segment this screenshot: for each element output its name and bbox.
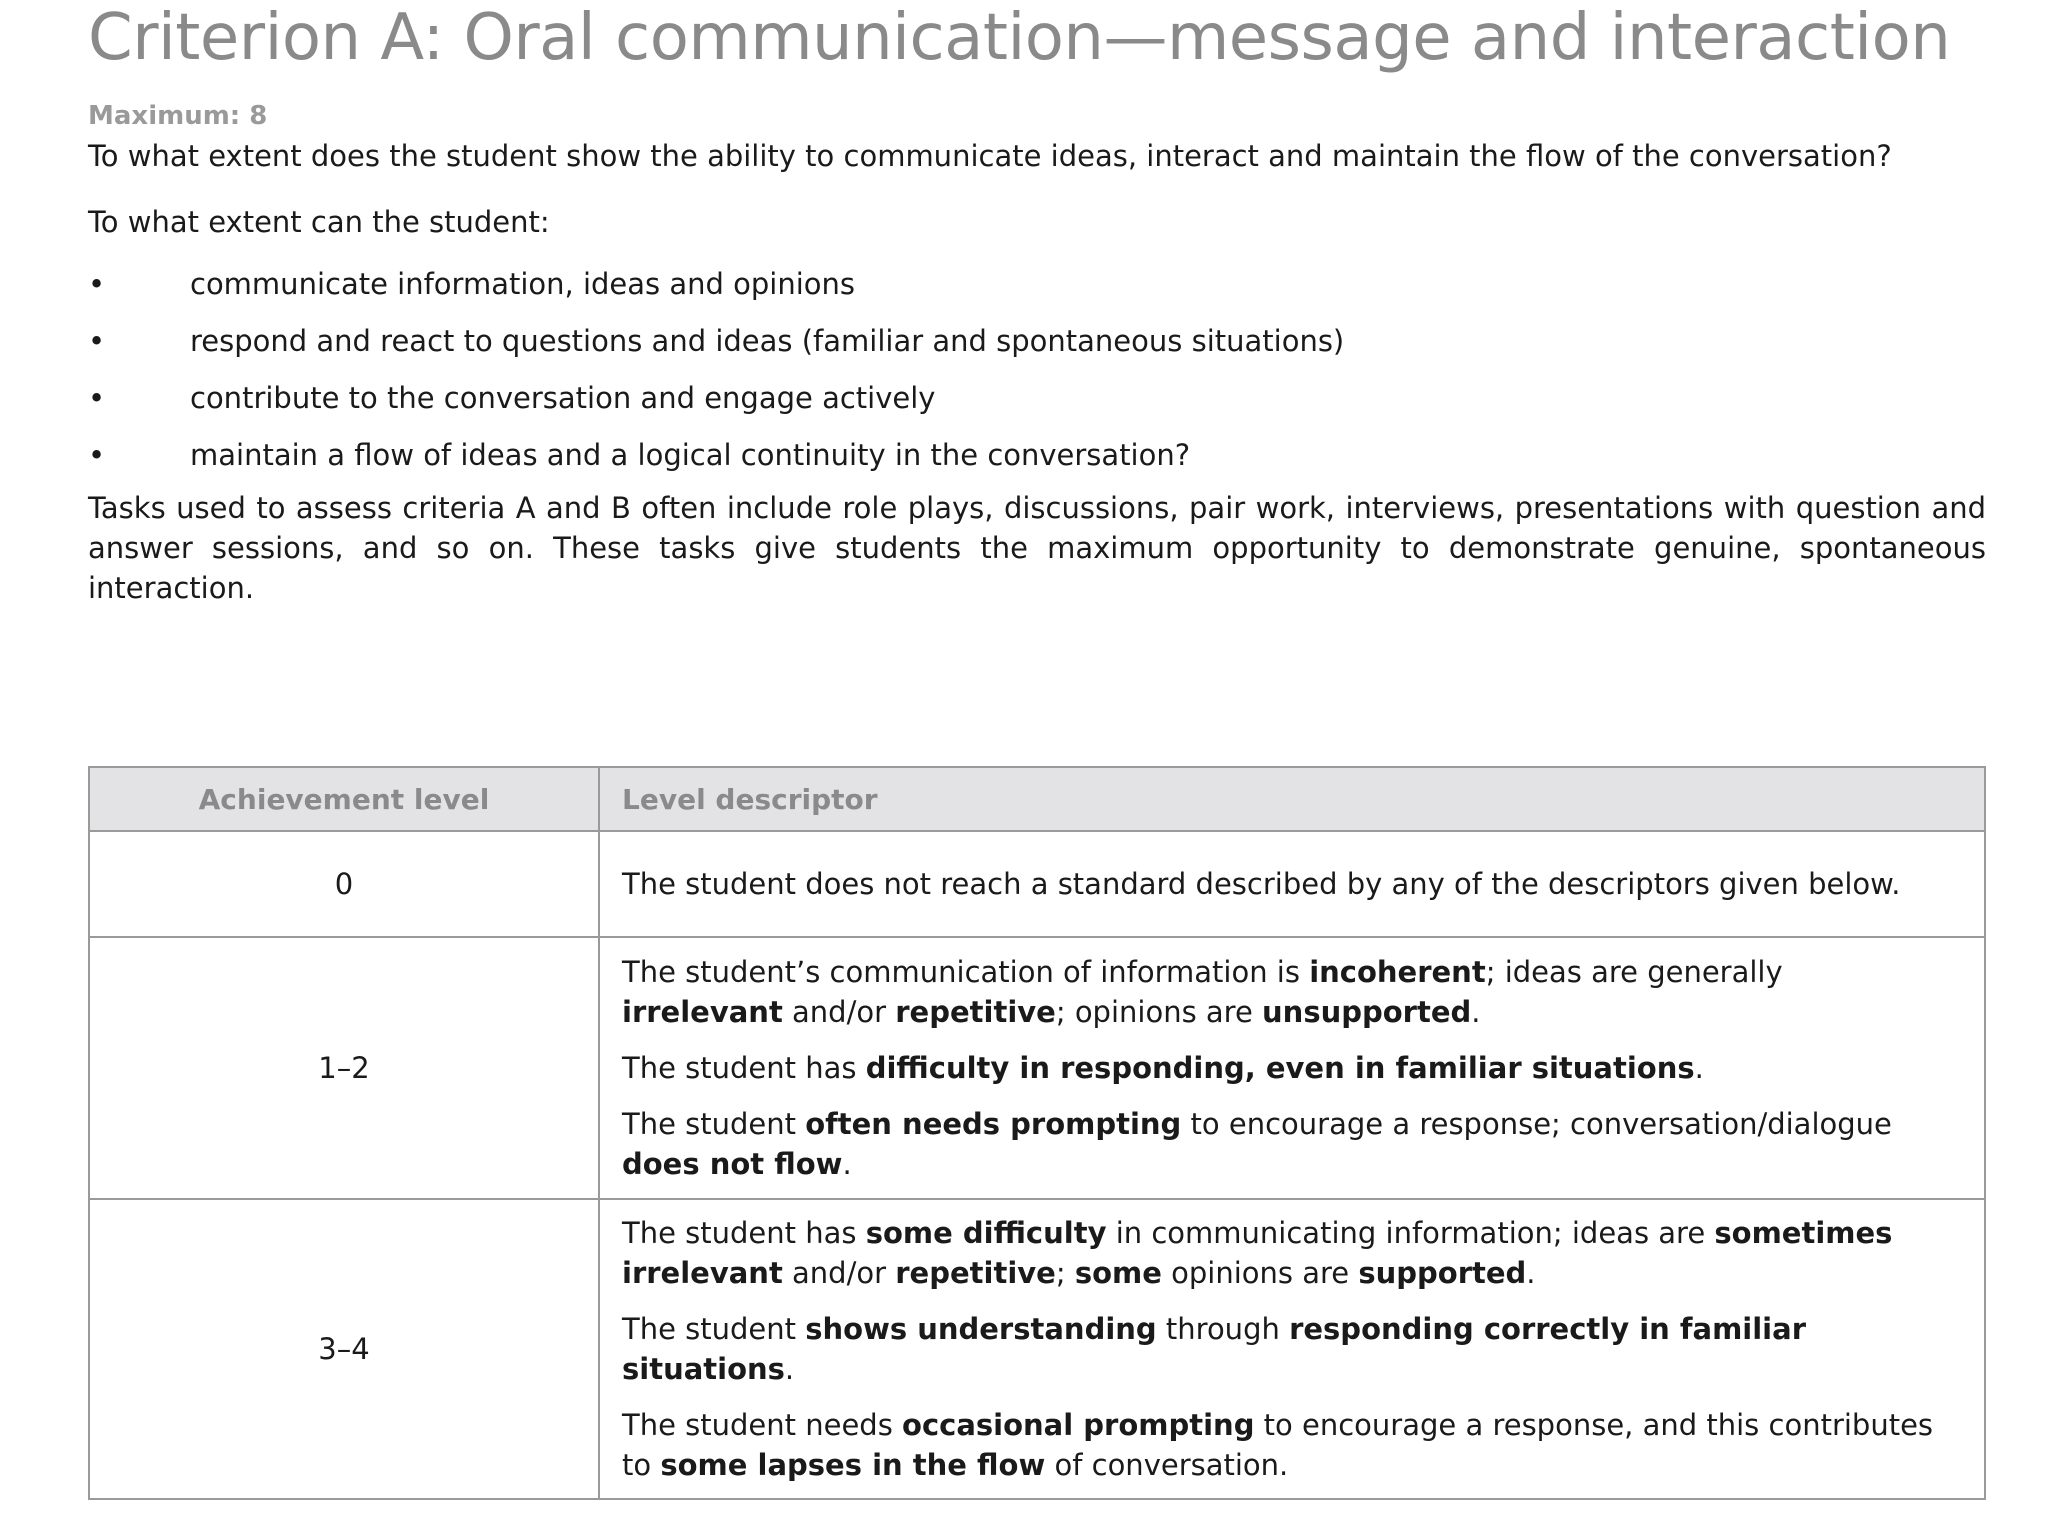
maximum-score: Maximum: 8 [88,101,268,131]
descriptor-text: to encourage a response; conversation/dialogue [1181,1107,1892,1141]
descriptor-text: The student’s communication of information is [622,955,1310,989]
descriptor-text: . [1471,995,1481,1029]
descriptor-text: . [1526,1256,1536,1290]
descriptor-text: The student needs [622,1408,903,1442]
list-item [88,435,1988,475]
descriptor-emphasis: sometimes irrelevant [622,1216,1893,1290]
descriptor-emphasis: repetitive [895,995,1056,1029]
descriptor-emphasis: supported [1358,1256,1527,1290]
descriptor-emphasis: some difficulty [865,1216,1107,1250]
descriptor-text: ; opinions are [1055,995,1263,1029]
descriptor-emphasis: does not flow [622,1147,843,1181]
level-cell: 0 [89,831,599,937]
descriptor-text: opinions are [1161,1256,1359,1290]
descriptor-text: and/or [782,1256,896,1290]
list-item [88,378,1988,418]
list-item-text: contribute to the conversation and engage actively [190,381,936,415]
tasks-paragraph: Tasks used to assess criteria A and B often include role plays, discussions, pair work, interviews, presentations with question and answer sessions, and so on. These tasks give students the maximum opportunity to demonstrate genuine, spontaneous interaction. [88,491,1986,605]
descriptor-paragraph [622,1104,1944,1184]
table-row [89,937,1985,1199]
descriptor-cell [599,1199,1985,1499]
level-cell: 1–2 [89,937,599,1199]
descriptor-text: through [1156,1312,1290,1346]
descriptor-text: ; [1055,1256,1075,1290]
descriptor-text: The student [622,1107,806,1141]
table-row [89,1199,1985,1499]
descriptor-paragraph [622,1309,1944,1389]
descriptor-emphasis: some lapses in the flow [660,1448,1046,1482]
descriptor-text: The student has [622,1051,866,1085]
descriptor-emphasis: occasional prompting [902,1408,1255,1442]
descriptor-emphasis: unsupported [1262,995,1472,1029]
descriptor-text: . [1694,1051,1704,1085]
descriptor-text: to encourage a response, and this contributes to [622,1408,1934,1482]
criteria-list [88,264,1988,475]
descriptor-text: . [842,1147,852,1181]
descriptor-cell [599,831,1985,937]
descriptor-emphasis: difficulty in responding, even in familiar situations [865,1051,1695,1085]
descriptor-paragraph [622,1048,1944,1088]
page-title: Criterion A: Oral communication—message and interaction [88,1,1951,75]
descriptor-text: The student [622,1312,806,1346]
bullet-icon: • [88,324,106,358]
question-intro: To what extent can the student: [88,205,550,239]
bullet-icon: • [88,438,106,472]
descriptor-emphasis: often needs prompting [805,1107,1182,1141]
table-header-row [89,767,1985,831]
bullet-icon: • [88,267,106,301]
descriptor-emphasis: shows understanding [805,1312,1157,1346]
descriptor-emphasis: repetitive [895,1256,1056,1290]
descriptor-text: of conversation. [1045,1448,1289,1482]
descriptor-emphasis: incoherent [1309,955,1486,989]
descriptor-text: and/or [782,995,896,1029]
descriptor-text: The student does not reach a standard described by any of the descriptors given below. [622,867,1901,901]
descriptor-text: in communicating information; ideas are [1106,1216,1715,1250]
list-item [88,321,1988,361]
table-row [89,831,1985,937]
header-level-descriptor: Level descriptor [599,767,1985,831]
descriptor-text: . [784,1352,795,1386]
descriptor-text: ; ideas are generally [1485,955,1783,989]
rubric-table [88,766,1986,1500]
bullet-icon: • [88,381,106,415]
main-question: To what extent does the student show the ability to communicate ideas, interact and maintain the flow of the conversation? [88,139,1892,173]
descriptor-paragraph [622,1213,1944,1293]
list-item-text: maintain a flow of ideas and a logical continuity in the conversation? [190,438,1191,472]
descriptor-emphasis: irrelevant [622,995,783,1029]
descriptor-cell [599,937,1985,1199]
list-item-text: respond and react to questions and ideas (familiar and spontaneous situations) [190,324,1345,358]
descriptor-emphasis: some [1074,1256,1162,1290]
descriptor-emphasis: responding correctly in familiar situations [622,1312,1806,1386]
descriptor-text: The student has [622,1216,866,1250]
descriptor-paragraph [622,952,1944,1032]
descriptor-paragraph [622,1405,1944,1485]
list-item [88,264,1988,304]
document-page [88,0,1988,1482]
header-achievement-level: Achievement level [89,767,599,831]
list-item-text: communicate information, ideas and opinions [190,267,856,301]
level-cell: 3–4 [89,1199,599,1499]
descriptor-paragraph [622,864,1944,904]
